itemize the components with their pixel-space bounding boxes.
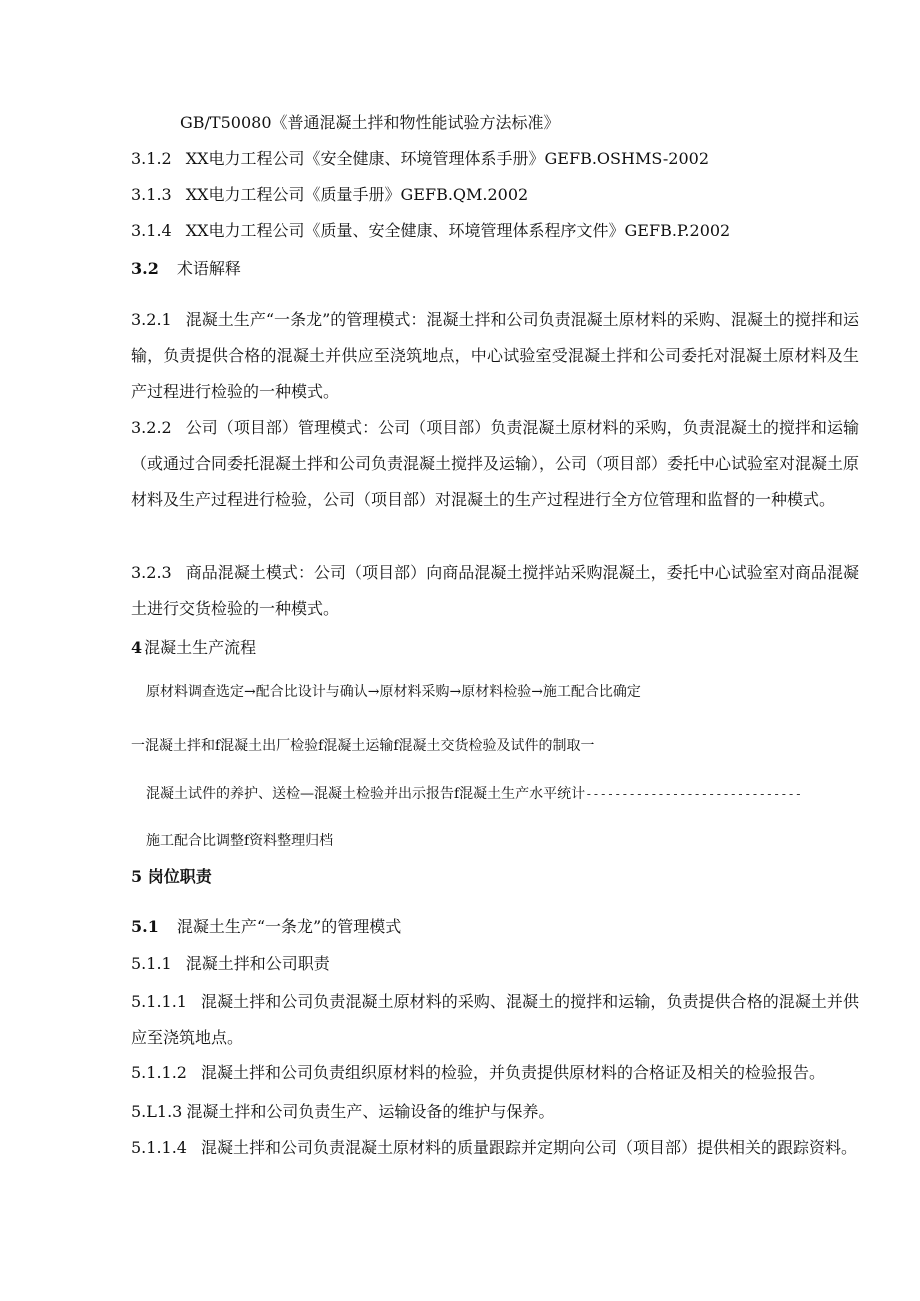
term-number: 3.2.3 (131, 563, 172, 582)
section-number: 5.1 (131, 917, 159, 936)
flow-text: 混凝土试件的养护、送检—混凝土检验并出示报告f混凝土生产水平统计 (146, 786, 586, 802)
duty-number: 5.L1.3 (131, 1102, 183, 1121)
reference-text: XX电力工程公司《安全健康、环境管理体系手册》GEFB.OSHMS-2002 (185, 149, 709, 168)
duty-text: 混凝土拌和公司负责生产、运输设备的维护与保养。 (186, 1102, 555, 1121)
flow-line (146, 784, 802, 804)
section-heading-5 (131, 867, 212, 887)
duty-paragraph (131, 984, 859, 1056)
duty-paragraph (131, 1055, 859, 1091)
flow-dashes: ------------------------------ (585, 787, 802, 801)
reference-text: XX电力工程公司《质量手册》GEFB.QM.2002 (185, 185, 529, 204)
term-paragraph (131, 302, 859, 410)
section-heading-3-2 (131, 259, 241, 279)
reference-text: XX电力工程公司《质量、安全健康、环境管理体系程序文件》GEFB.P.2002 (185, 221, 731, 240)
section-heading-5-1 (131, 917, 401, 937)
reference-number: 3.1.4 (131, 221, 172, 240)
term-text: 商品混凝土模式：公司（项目部）向商品混凝土搅拌站采购混凝土，委托中心试验室对商品混凝土进行交货检验的一种模式。 (131, 563, 859, 618)
duty-paragraph (131, 1094, 859, 1130)
duty-paragraph (131, 1130, 859, 1166)
duty-text: 混凝土拌和公司负责混凝土原材料的采购、混凝土的搅拌和运输，负责提供合格的混凝土并供应至浇筑地点。 (131, 992, 859, 1047)
duty-number: 5.1.1.1 (131, 992, 187, 1011)
reference-item (131, 185, 528, 205)
section-number: 5.1.1 (131, 954, 172, 973)
section-title: 岗位职责 (147, 867, 212, 886)
duty-number: 5.1.1.2 (131, 1063, 187, 1082)
reference-number: 3.1.2 (131, 149, 172, 168)
reference-item (131, 149, 709, 169)
term-text: 混凝土生产“一条龙”的管理模式：混凝土拌和公司负责混凝土原材料的采购、混凝土的搅拌和运输，负责提供合格的混凝土并供应至浇筑地点，中心试验室受混凝土拌和公司委托对混凝土原材料及生产过程进行检验的一种模式。 (131, 310, 859, 401)
duty-number: 5.1.1.4 (131, 1138, 187, 1157)
term-text: 公司（项目部）管理模式：公司（项目部）负责混凝土原材料的采购，负责混凝土的搅拌和运输（或通过合同委托混凝土拌和公司负责混凝土搅拌及运输），公司（项目部）委托中心试验室对混凝土原材料及生产过程进行检验，公司（项目部）对混凝土的生产过程进行全方位管理和监督的一种模式。 (131, 418, 860, 509)
flow-line: 一混凝土拌和f混凝土出厂检验f混凝土运输f混凝土交货检验及试件的制取一 (131, 738, 595, 754)
section-number: 5 (131, 867, 143, 886)
section-heading-4 (131, 638, 256, 658)
section-number: 3.2 (131, 259, 159, 278)
reference-item (131, 221, 730, 241)
term-paragraph (131, 555, 859, 627)
flow-line: 施工配合比调整f资料整理归档 (146, 833, 334, 849)
reference-continuation: GB/T50080《普通混凝土拌和物性能试验方法标准》 (180, 113, 560, 132)
section-title: 混凝土生产流程 (144, 638, 257, 657)
duty-text: 混凝土拌和公司负责混凝土原材料的质量跟踪并定期向公司（项目部）提供相关的跟踪资料。 (200, 1138, 857, 1157)
section-heading-5-1-1 (131, 954, 330, 974)
reference-number: 3.1.3 (131, 185, 172, 204)
section-title: 混凝土拌和公司职责 (185, 954, 330, 973)
flow-line: 原材料调查选定→配合比设计与确认→原材料采购→原材料检验→施工配合比确定 (146, 684, 641, 700)
term-number: 3.2.2 (131, 418, 172, 437)
duty-text: 混凝土拌和公司负责组织原材料的检验，并负责提供原材料的合格证及相关的检验报告。 (200, 1063, 825, 1082)
section-title: 混凝土生产“一条龙”的管理模式 (176, 917, 402, 936)
term-paragraph (131, 410, 859, 518)
term-number: 3.2.1 (131, 310, 172, 329)
section-title: 术语解释 (176, 259, 241, 278)
section-number: 4 (131, 638, 143, 657)
